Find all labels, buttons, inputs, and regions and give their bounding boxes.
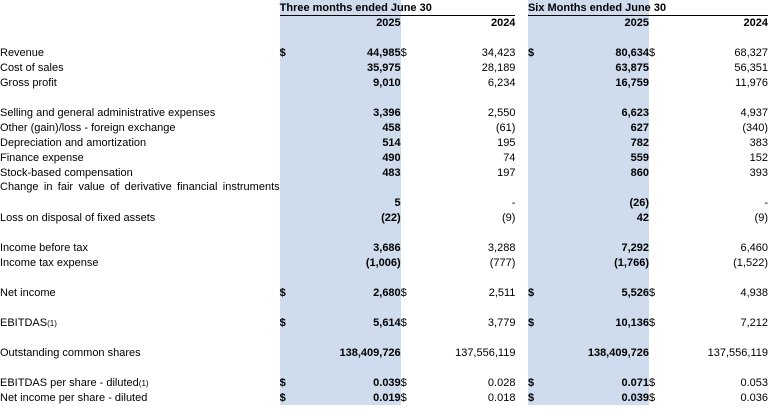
row-label: Selling and general administrative expenses [0, 107, 216, 119]
spacer-row-2 [0, 90, 768, 105]
table-row [0, 375, 768, 390]
row-currency: $ [280, 315, 299, 330]
row-value: 5,614 [298, 315, 400, 330]
row-currency: $ [280, 375, 299, 390]
header-year-g1-prior: 2024 [490, 17, 516, 29]
table-row [0, 135, 768, 150]
table-row [0, 315, 768, 330]
table-row [0, 120, 768, 135]
row-value: 393 [749, 167, 768, 179]
row-value: 3,396 [298, 105, 400, 120]
header-year-g2-prior-symbol [649, 15, 668, 30]
row-value: 2,511 [488, 287, 516, 299]
row-value: 3,779 [487, 317, 516, 329]
header-years-blank [0, 15, 280, 30]
row-value: (9) [754, 212, 768, 224]
row-value: 559 [547, 150, 649, 165]
row-value: (61) [495, 122, 516, 134]
row-value: 56,351 [734, 62, 768, 74]
table-header-years [0, 15, 768, 30]
row-currency: $ [400, 317, 407, 329]
row-value: 4,938 [740, 287, 768, 299]
row-value: 7,292 [547, 240, 649, 255]
row-value: 0.071 [547, 375, 649, 390]
row-currency: $ [400, 47, 407, 59]
row-value: 34,423 [481, 47, 516, 59]
footnote-marker: (1) [47, 319, 57, 328]
table-row [0, 45, 768, 60]
header-year-g1-cur-symbol [280, 15, 299, 30]
row-value: 5,526 [547, 285, 649, 300]
spacer-row-3 [0, 225, 768, 240]
row-value: 483 [298, 165, 400, 180]
row-currency: $ [280, 285, 299, 300]
table-row [0, 345, 768, 360]
spacer-row-1 [0, 30, 768, 45]
spacer-row-7 [0, 360, 768, 375]
header-years-gap [515, 15, 528, 30]
row-value: (1,522) [733, 257, 768, 269]
row-value: - [511, 197, 516, 209]
row-currency: $ [400, 377, 407, 389]
row-label: Stock-based compensation [0, 167, 133, 179]
row-value: 138,409,726 [547, 345, 649, 360]
row-value: 74 [503, 152, 516, 164]
table-row [0, 240, 768, 255]
row-value: 0.036 [740, 392, 768, 404]
row-value: 28,189 [481, 62, 516, 74]
row-value: 68,327 [734, 47, 768, 59]
row-value: 44,985 [298, 45, 400, 60]
row-value: 0.039 [298, 375, 400, 390]
row-value: 6,460 [740, 242, 768, 254]
row-currency: $ [649, 287, 656, 299]
row-value: 138,409,726 [298, 345, 400, 360]
table-row [0, 285, 768, 300]
header-year-g2-prior: 2024 [743, 17, 768, 29]
header-gap [515, 0, 528, 15]
row-value: 458 [298, 120, 400, 135]
row-value: 137,556,119 [455, 347, 516, 359]
row-currency: $ [528, 375, 547, 390]
row-value: (1,006) [298, 255, 400, 270]
spacer-row-6 [0, 330, 768, 345]
row-value: 383 [749, 137, 768, 149]
row-value: 195 [497, 137, 516, 149]
row-currency: $ [649, 317, 656, 329]
row-value: 10,136 [547, 315, 649, 330]
row-label: Net income [0, 287, 56, 299]
table-row [0, 105, 768, 120]
table-row [0, 210, 768, 225]
header-group-six-months-prior [649, 0, 768, 15]
row-currency: $ [400, 287, 407, 299]
row-value: 3,288 [487, 242, 516, 254]
row-currency: $ [280, 390, 299, 405]
row-value: (26) [547, 195, 649, 210]
row-currency: $ [280, 45, 299, 60]
header-year-g1-prior-symbol [401, 15, 420, 30]
row-label: Other (gain)/loss - foreign exchange [0, 122, 176, 134]
table-row [0, 180, 768, 195]
row-value: 0.018 [487, 392, 516, 404]
row-value: 0.039 [547, 390, 649, 405]
row-value: 860 [547, 165, 649, 180]
table-row [0, 60, 768, 75]
row-label: Finance expense [0, 152, 84, 164]
row-currency: $ [649, 392, 656, 404]
spacer-row-4 [0, 270, 768, 285]
row-value: 42 [547, 210, 649, 225]
row-value: (1,766) [547, 255, 649, 270]
row-label: Revenue [0, 47, 45, 59]
row-value: 782 [547, 135, 649, 150]
row-value: 514 [298, 135, 400, 150]
row-label: Loss on disposal of fixed assets [0, 212, 156, 224]
table-row [0, 150, 768, 165]
table-row [0, 390, 768, 405]
row-value: 627 [547, 120, 649, 135]
row-currency: $ [528, 285, 547, 300]
row-value: (22) [298, 210, 400, 225]
table-row [0, 165, 768, 180]
row-currency: $ [528, 315, 547, 330]
row-label: Cost of sales [0, 62, 64, 74]
header-blank-label [0, 0, 280, 15]
header-year-g2-cur-symbol [528, 15, 547, 30]
header-year-g1-current: 2025 [298, 15, 400, 30]
row-value: 35,975 [298, 60, 400, 75]
row-value: 5 [298, 195, 400, 210]
row-value: 197 [497, 167, 516, 179]
row-value: 2,680 [298, 285, 400, 300]
row-value: 11,976 [735, 77, 768, 89]
row-value: 152 [749, 152, 768, 164]
row-value: 137,556,119 [707, 347, 768, 359]
header-group-three-months: Three months ended June 30 [279, 1, 432, 14]
row-value: 7,212 [740, 317, 768, 329]
row-value: 0.053 [740, 377, 768, 389]
row-currency: $ [649, 47, 656, 59]
row-label: Income before tax [0, 242, 89, 254]
row-currency: $ [649, 377, 656, 389]
row-value: 6,623 [547, 105, 649, 120]
footnote-marker: (1) [138, 379, 149, 388]
row-currency: $ [528, 45, 547, 60]
row-label: Depreciation and amortization [0, 137, 147, 149]
header-year-g2-current: 2025 [547, 15, 649, 30]
row-label: Outstanding common shares [0, 347, 141, 359]
row-value: 0.019 [298, 390, 400, 405]
table-row [0, 255, 768, 270]
row-label: EBITDAS [0, 317, 48, 329]
row-value: 6,234 [487, 77, 516, 89]
spacer-row-5 [0, 300, 768, 315]
row-value: 3,686 [298, 240, 400, 255]
row-value: 9,010 [298, 75, 400, 90]
row-value: 2,550 [487, 107, 516, 119]
row-value: - [764, 197, 768, 209]
row-value: (777) [489, 257, 516, 269]
row-label: Gross profit [0, 77, 57, 89]
row-value: 4,937 [740, 107, 768, 119]
row-value: 490 [298, 150, 400, 165]
row-value: 63,875 [547, 60, 649, 75]
row-label: Income tax expense [0, 257, 99, 269]
row-value: 16,759 [547, 75, 649, 90]
row-value: (9) [501, 212, 516, 224]
row-currency: $ [528, 390, 547, 405]
table-header-groups [0, 0, 768, 15]
row-value: (340) [742, 122, 768, 134]
row-value: 0.028 [487, 377, 516, 389]
row-label: EBITDAS per share - diluted [0, 377, 139, 389]
row-label: Net income per share - diluted [0, 392, 148, 404]
row-label: Change in fair value of derivative financial instruments [0, 181, 280, 193]
row-value: 80,634 [547, 45, 649, 60]
table-row [0, 75, 768, 90]
row-currency: $ [400, 392, 407, 404]
header-group-six-months: Six Months ended June 30 [527, 1, 667, 14]
